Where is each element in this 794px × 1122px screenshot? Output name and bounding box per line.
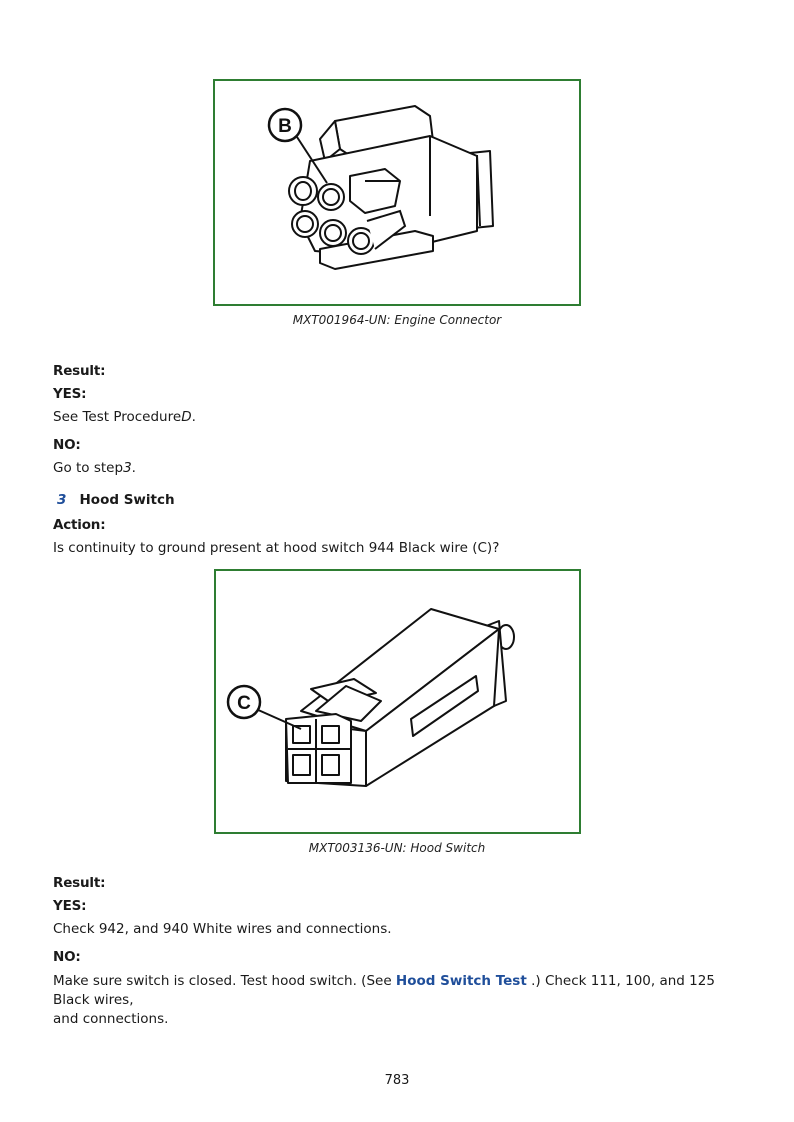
- no-heading-2: NO:: [53, 949, 81, 965]
- no-text-2: [53, 972, 753, 1029]
- action-text: Is continuity to ground present at hood switch 944 Black wire (C)?: [53, 540, 500, 556]
- step-number: 3: [57, 492, 67, 508]
- action-heading: Action:: [53, 517, 106, 533]
- result-heading-2: Result:: [53, 875, 106, 891]
- yes-text-prefix: See Test Procedure: [53, 409, 182, 425]
- figure-caption-engine-connector: MXT001964-UN: Engine Connector: [292, 313, 502, 327]
- yes-text-ref: D: [181, 409, 192, 425]
- no-text-2-suffix: .) Check 111, 100, and 125 Black wires,: [53, 973, 715, 1008]
- result-heading: Result:: [53, 363, 106, 379]
- callout-b-label: B: [278, 116, 292, 137]
- hood-switch-illustration: [216, 571, 579, 832]
- step-title: Hood Switch: [79, 492, 175, 508]
- yes-text-2: Check 942, and 940 White wires and connections.: [53, 921, 392, 937]
- no-text-2-prefix: Make sure switch is closed. Test hood switch. (See: [53, 973, 396, 989]
- hood-switch-test-link[interactable]: Hood Switch Test: [395, 973, 527, 989]
- no-text-2-line2: and connections.: [53, 1011, 169, 1027]
- figure-engine-connector: [213, 79, 581, 306]
- yes-heading-2: YES:: [53, 898, 87, 914]
- yes-text: [53, 409, 196, 425]
- yes-text-suffix: .: [191, 409, 196, 425]
- no-text-prefix: Go to step: [53, 460, 124, 476]
- no-heading: NO:: [53, 437, 81, 453]
- no-text-ref: 3: [123, 460, 132, 476]
- no-text-suffix: .: [131, 460, 136, 476]
- page-number: 783: [384, 1073, 410, 1088]
- figure-caption-hood-switch: MXT003136-UN: Hood Switch: [308, 841, 486, 855]
- figure-hood-switch: [214, 569, 581, 834]
- no-text: [53, 460, 136, 476]
- engine-connector-illustration: [215, 81, 579, 304]
- callout-c-label: C: [237, 693, 251, 714]
- yes-heading: YES:: [53, 386, 87, 402]
- step-3-heading: [57, 489, 175, 508]
